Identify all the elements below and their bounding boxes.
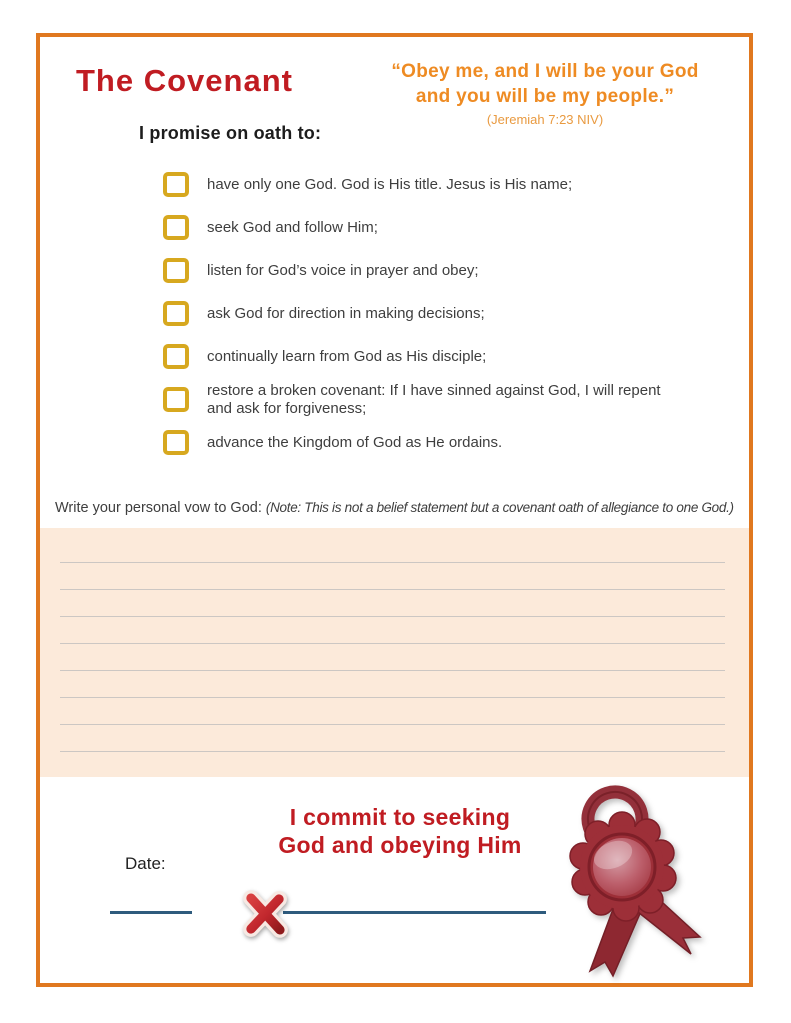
page-title: The Covenant — [76, 63, 293, 98]
oath-checkbox-icon[interactable] — [163, 387, 189, 412]
oath-item — [163, 206, 723, 249]
oath-list — [163, 163, 723, 464]
writing-line — [60, 698, 725, 725]
date-label: Date: — [125, 854, 166, 873]
scripture-quote-line1: “Obey me, and I will be your God — [391, 61, 699, 82]
vow-writing-area[interactable] — [40, 528, 749, 777]
commit-statement — [220, 803, 580, 859]
oath-checkbox-icon[interactable] — [163, 301, 189, 326]
vow-prompt: Write your personal vow to God: — [55, 500, 262, 516]
oath-item — [163, 335, 723, 378]
oath-heading: I promise on oath to: — [139, 123, 322, 143]
wax-seal-icon — [560, 785, 725, 987]
oath-item-label: restore a broken covenant: If I have sinned against God, I will repent and ask for forgiveness; — [207, 381, 661, 417]
writing-line — [60, 725, 725, 752]
writing-line — [60, 617, 725, 644]
oath-item — [163, 163, 723, 206]
oath-item-label: continually learn from God as His disciple; — [207, 347, 487, 365]
oath-checkbox-icon[interactable] — [163, 172, 189, 197]
writing-line — [60, 644, 725, 671]
date-line[interactable] — [110, 911, 192, 914]
commit-line1: I commit to seeking — [289, 804, 511, 830]
signature-line[interactable] — [283, 911, 546, 914]
commit-line2: God and obeying Him — [278, 832, 522, 858]
oath-item — [163, 378, 723, 421]
oath-item — [163, 292, 723, 335]
oath-checkbox-icon[interactable] — [163, 258, 189, 283]
covenant-page — [36, 33, 753, 987]
writing-line — [60, 590, 725, 617]
oath-item-label: ask God for direction in making decisions; — [207, 304, 485, 322]
vow-note: (Note: This is not a belief statement but a covenant oath of allegiance to one God.) — [265, 500, 734, 515]
oath-item-label: seek God and follow Him; — [207, 218, 378, 236]
writing-line — [60, 563, 725, 590]
vow-prompt-row — [55, 500, 745, 516]
scripture-quote-line2: and you will be my people.” — [415, 86, 675, 107]
writing-line — [60, 536, 725, 563]
oath-item — [163, 421, 723, 464]
oath-checkbox-icon[interactable] — [163, 344, 189, 369]
oath-checkbox-icon[interactable] — [163, 215, 189, 240]
x-signature-icon — [237, 886, 293, 942]
oath-item-label: have only one God. God is His title. Jesus is His name; — [207, 175, 573, 193]
writing-line — [60, 671, 725, 698]
scripture-quote — [365, 59, 725, 127]
scripture-citation: (Jeremiah 7:23 NIV) — [486, 112, 604, 127]
oath-item-label: listen for God’s voice in prayer and obey; — [207, 261, 479, 279]
oath-item-label: advance the Kingdom of God as He ordains. — [207, 433, 503, 451]
oath-item — [163, 249, 723, 292]
oath-checkbox-icon[interactable] — [163, 430, 189, 455]
